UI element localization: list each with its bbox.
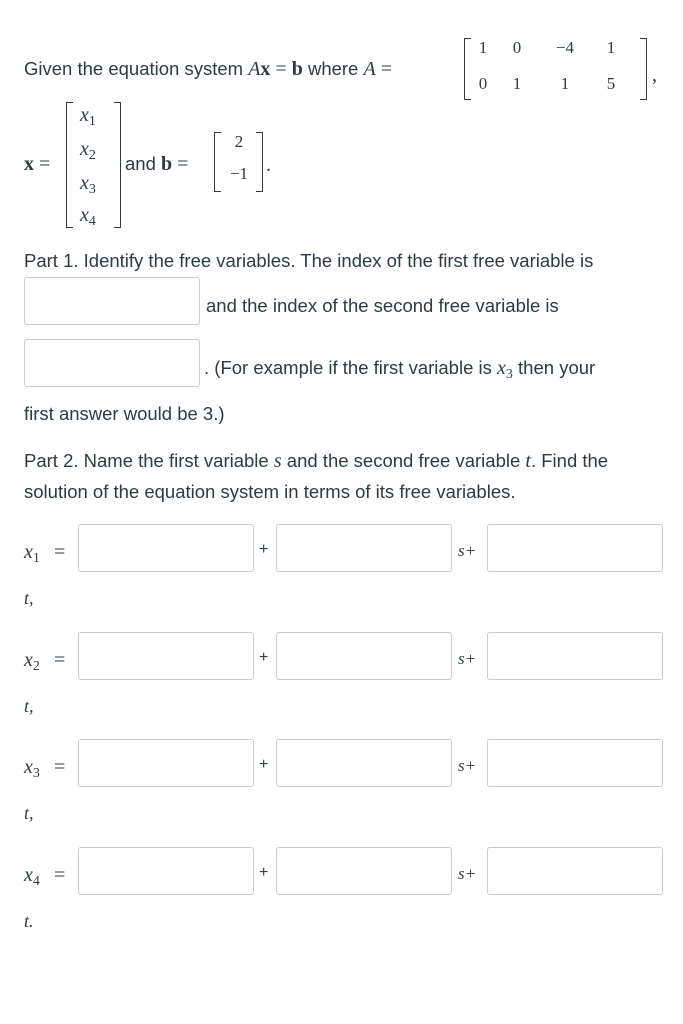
x4-t-coefficient-input[interactable] [487, 847, 663, 895]
vector-b-right-bracket [256, 132, 263, 192]
solution-row: $x_1$ = + s+ t, [0, 523, 683, 623]
solution-variable: $x_4$ [24, 864, 40, 889]
vector-x-entry: $x_4$ [80, 204, 96, 229]
part1-line4: first answer would be 3.) [24, 403, 225, 424]
vector-x-entry: $x_3$ [80, 172, 96, 197]
vector-b-label: and b = [125, 153, 189, 175]
vector-x-entry: $x_2$ [80, 138, 96, 163]
part2-line2: solution of the equation system in terms of its free variables. [24, 481, 516, 502]
vector-b-left-bracket [214, 132, 221, 192]
matrix-A-cell: 0 [512, 38, 522, 57]
intro-A-symbol: A [248, 58, 261, 80]
first-free-variable-index-input[interactable] [24, 277, 200, 325]
intro-line: Given the equation system Ax = b where A = [24, 58, 392, 80]
second-free-variable-index-input[interactable] [24, 339, 200, 387]
vector-x-label: x = [24, 153, 51, 175]
x2-t-coefficient-input[interactable] [487, 632, 663, 680]
matrix-A: 1 0 −4 1 0 1 1 5 , [462, 34, 662, 100]
vector-b-entry: 2 [234, 132, 244, 151]
matrix-A-cell: 1 [478, 38, 488, 57]
matrix-A-cell: 1 [606, 38, 616, 57]
vector-x-right-bracket [114, 102, 121, 228]
matrix-A-right-bracket [640, 38, 647, 100]
solution-row: $x_3$ = + s+ t, [0, 738, 683, 838]
solution-variable: $x_1$ [24, 541, 40, 566]
solution-variable: $x_3$ [24, 756, 40, 781]
part1-line1: Part 1. Identify the free variables. The index of the first free variable is [24, 250, 594, 271]
x4-s-coefficient-input[interactable] [276, 847, 452, 895]
vector-x-entry: $x_1$ [80, 104, 96, 129]
intro-x-symbol: x [260, 58, 271, 80]
solution-variable: $x_2$ [24, 649, 40, 674]
matrix-A-cell: 0 [478, 74, 488, 93]
matrix-A-cell: 5 [606, 74, 616, 93]
vector-b-entry: −1 [229, 164, 249, 183]
vector-x [66, 100, 122, 228]
x1-t-coefficient-input[interactable] [487, 524, 663, 572]
x2-s-coefficient-input[interactable] [276, 632, 452, 680]
part1-line3: . (For example if the first variable is $x_3$ then your [204, 357, 596, 382]
x1-constant-input[interactable] [78, 524, 254, 572]
x4-constant-input[interactable] [78, 847, 254, 895]
x1-s-coefficient-input[interactable] [276, 524, 452, 572]
solution-row: $x_4$ = + s+ t. [0, 846, 683, 946]
vector-x-left-bracket [66, 102, 73, 228]
x3-t-coefficient-input[interactable] [487, 739, 663, 787]
matrix-A-cell: 1 [512, 74, 522, 93]
vector-b: 2 −1 . [214, 130, 274, 192]
x3-constant-input[interactable] [78, 739, 254, 787]
part1-line2: and the index of the second free variable is [206, 295, 559, 316]
matrix-A-cell: 1 [560, 74, 570, 93]
matrix-A-cell: −4 [555, 38, 575, 57]
part2-line1: Part 2. Name the first variable s and the second free variable t. Find the [24, 450, 609, 472]
intro-b-symbol: b [291, 58, 303, 80]
x3-s-coefficient-input[interactable] [276, 739, 452, 787]
x2-constant-input[interactable] [78, 632, 254, 680]
solution-row: $x_2$ = + s+ t, [0, 631, 683, 731]
